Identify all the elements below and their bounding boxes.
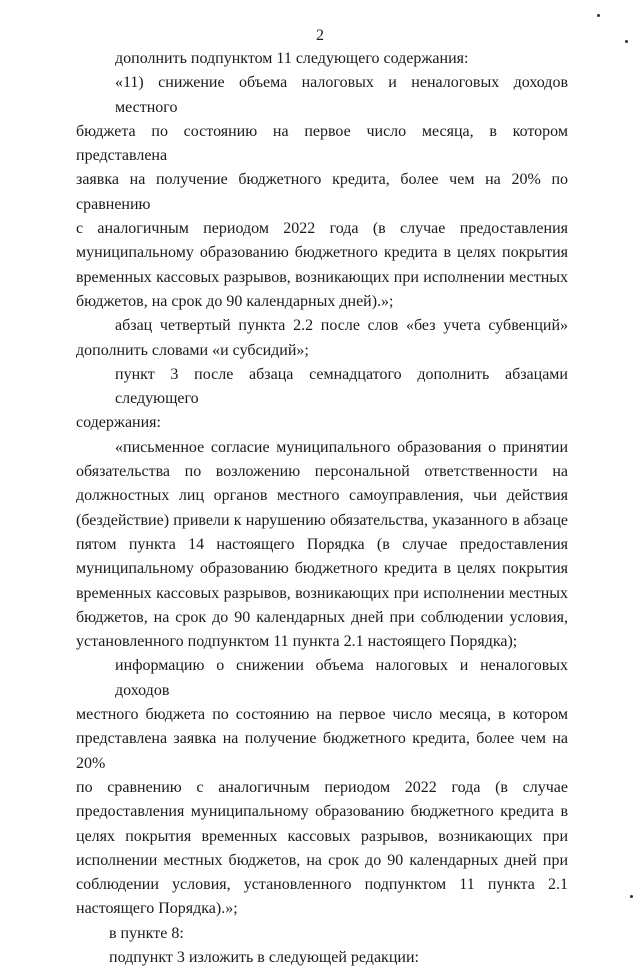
paragraph xyxy=(76,47,568,71)
text-line: соблюдении условия, установленного подпунктом 11 пункта 2.1 xyxy=(76,876,568,894)
text-line: пятом пункта 14 настоящего Порядка (в случае предоставления xyxy=(76,535,568,553)
text-line: по сравнению с аналогичным периодом 2022 года (в случае xyxy=(76,778,568,796)
scan-speck xyxy=(597,14,600,17)
text-line: предоставления муниципальному образованию бюджетного кредита в xyxy=(76,803,568,821)
text-line: временных кассовых разрывов, возникающих при исполнении местных xyxy=(76,268,568,286)
paragraph xyxy=(76,654,568,921)
scan-speck xyxy=(625,40,628,43)
text-line: временных кассовых разрывов, возникающих при исполнении местных xyxy=(76,584,568,602)
text-line: с аналогичным периодом 2022 года (в случае предоставления xyxy=(76,220,568,238)
text-line: муниципальному образованию бюджетного кредита в целях покрытия xyxy=(76,560,568,578)
text-line: целях покрытия временных кассовых разрывов, возникающих при xyxy=(76,827,568,845)
text-line: бюджетов, на срок до 90 календарных дней при соблюдении условия, xyxy=(76,608,568,626)
text-line: настоящего Порядка).»; xyxy=(76,900,238,918)
text-line: установленного подпунктом 11 пункта 2.1 настоящего Порядка); xyxy=(76,633,518,651)
text-line: информацию о снижении объема налоговых и неналоговых доходов xyxy=(115,657,568,699)
text-line: исполнении местных бюджетов, на срок до 90 календарных дней при xyxy=(76,851,568,869)
paragraph xyxy=(76,922,568,946)
paragraph xyxy=(76,436,568,655)
paragraph xyxy=(76,71,568,314)
text-line: муниципальному образованию бюджетного кредита в целях покрытия xyxy=(76,244,568,262)
text-line: содержания: xyxy=(76,414,161,432)
text-line: «письменное согласие муниципального образования о принятии xyxy=(115,438,568,456)
paragraph xyxy=(76,363,568,436)
text-line: подпункт 3 изложить в следующей редакции: xyxy=(109,948,419,966)
text-line: обязательства по возложению персональной ответственности на xyxy=(76,463,568,481)
text-line: представлена заявка на получение бюджетного кредита, более чем на 20% xyxy=(76,730,568,772)
text-line: «11) снижение объема налоговых и неналоговых доходов местного xyxy=(115,74,568,116)
text-line: пункт 3 после абзаца семнадцатого дополнить абзацами следующего xyxy=(115,365,568,408)
text-line: дополнить подпунктом 11 следующего содержания: xyxy=(115,50,469,67)
text-line: дополнить словами «и субсидий»; xyxy=(76,341,309,359)
text-line: (бездействие) привели к нарушению обязательства, указанного в абзаце xyxy=(76,511,568,529)
text-line: заявка на получение бюджетного кредита, более чем на 20% по сравнению xyxy=(76,171,568,213)
paragraph xyxy=(76,314,568,363)
text-line: в пункте 8: xyxy=(109,924,184,942)
page-number: 2 xyxy=(316,27,324,44)
text-line: должностных лиц органов местного самоуправления, чьи действия xyxy=(76,487,568,505)
document-body xyxy=(76,47,568,970)
text-line: абзац четвертый пункта 2.2 после слов «без учета субвенций» xyxy=(115,317,568,335)
text-line: местного бюджета по состоянию на первое число месяца, в котором xyxy=(76,706,568,724)
paragraph xyxy=(76,946,568,970)
scan-speck xyxy=(630,895,633,898)
text-line: бюджетов, на срок до 90 календарных дней).»; xyxy=(76,292,394,310)
text-line: бюджета по состоянию на первое число месяца, в котором представлена xyxy=(76,122,568,165)
